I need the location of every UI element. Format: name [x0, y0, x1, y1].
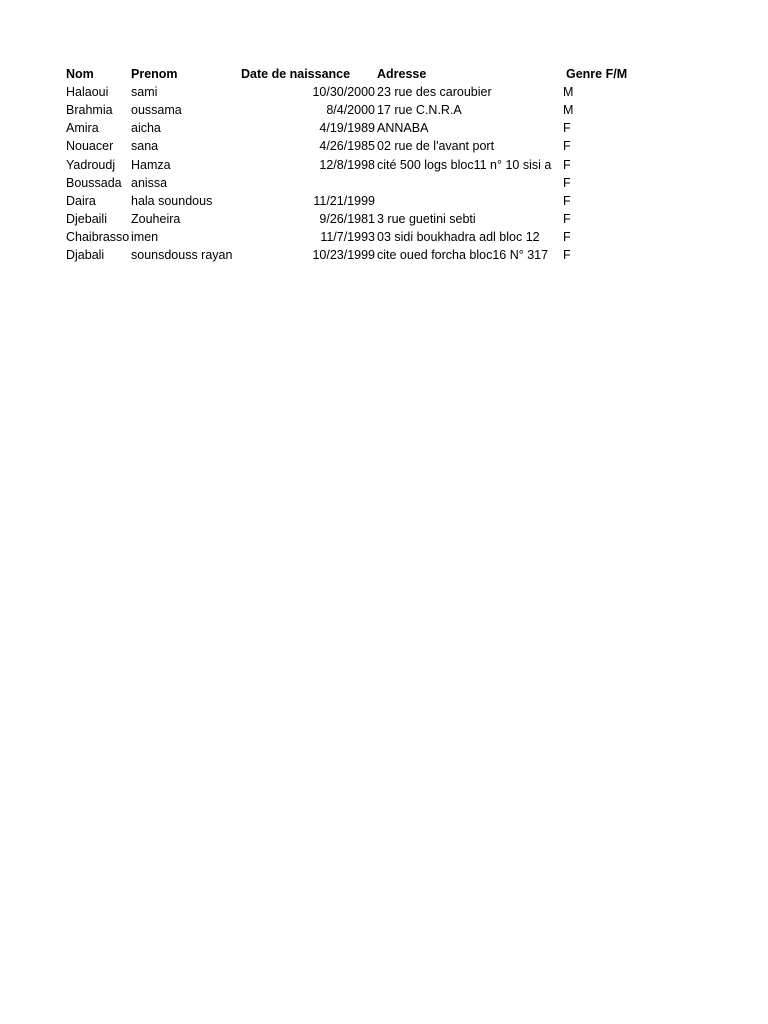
cell-prenom: imen — [131, 230, 159, 244]
cell-genre: F — [563, 248, 571, 262]
cell-nom: Amira — [66, 121, 99, 135]
cell-prenom: aicha — [131, 121, 161, 135]
header-nom: Nom — [66, 67, 94, 81]
cell-adresse — [377, 174, 562, 192]
table-row — [0, 83, 768, 101]
cell-genre: F — [563, 158, 571, 172]
cell-nom: Djebaili — [66, 212, 107, 226]
cell-prenom: Zouheira — [131, 212, 181, 226]
cell-genre: F — [563, 121, 571, 135]
cell-date: 11/7/1993 — [320, 230, 375, 244]
cell-prenom: anissa — [131, 176, 168, 190]
table-row — [0, 246, 768, 264]
cell-prenom: oussama — [131, 103, 182, 117]
cell-genre: M — [563, 85, 574, 99]
table-row — [0, 192, 768, 210]
table-row — [0, 210, 768, 228]
cell-adresse: 03 sidi boukhadra adl bloc 12 — [377, 230, 540, 244]
cell-nom: Chaibrasso — [66, 230, 130, 244]
table-row — [0, 156, 768, 174]
table-row — [0, 101, 768, 119]
cell-prenom: sami — [131, 85, 158, 99]
cell-nom: Djabali — [66, 248, 105, 262]
cell-date: 10/30/2000 — [312, 85, 375, 99]
cell-genre: F — [563, 176, 571, 190]
cell-adresse: cité 500 logs bloc11 n° 10 sisi a — [377, 158, 552, 172]
cell-prenom: sounsdouss rayan — [131, 248, 233, 262]
cell-nom: Nouacer — [66, 139, 114, 153]
cell-nom: Daira — [66, 194, 96, 208]
header-adresse: Adresse — [377, 67, 427, 81]
cell-adresse: 3 rue guetini sebti — [377, 212, 476, 226]
table-row — [0, 174, 768, 192]
cell-date: 10/23/1999 — [312, 248, 375, 262]
cell-genre: F — [563, 212, 571, 226]
cell-adresse: 23 rue des caroubier — [377, 85, 492, 99]
cell-prenom: hala soundous — [131, 194, 213, 208]
cell-date: 4/19/1989 — [319, 121, 375, 135]
cell-date: 11/21/1999 — [313, 194, 375, 208]
table-row — [0, 137, 768, 155]
header-genre: Genre F/M — [566, 67, 628, 81]
cell-nom: Yadroudj — [66, 158, 116, 172]
cell-nom: Boussada — [66, 176, 122, 190]
cell-date: 12/8/1998 — [319, 158, 375, 172]
cell-date: 8/4/2000 — [326, 103, 375, 117]
cell-adresse: 17 rue C.N.R.A — [377, 103, 462, 117]
cell-nom: Halaoui — [66, 85, 109, 99]
cell-genre: F — [563, 139, 571, 153]
cell-genre: M — [563, 103, 574, 117]
header-prenom: Prenom — [131, 67, 178, 81]
cell-adresse: cite oued forcha bloc16 N° 317 — [377, 248, 549, 262]
cell-prenom: Hamza — [131, 158, 171, 172]
cell-genre: F — [563, 230, 571, 244]
cell-genre: F — [563, 194, 571, 208]
cell-adresse — [377, 192, 562, 210]
header-row — [0, 65, 768, 83]
table-row — [0, 228, 768, 246]
cell-date: 9/26/1981 — [319, 212, 375, 226]
cell-date — [241, 174, 375, 192]
cell-adresse: ANNABA — [377, 121, 429, 135]
header-date-de-naissance: Date de naissance — [241, 67, 351, 81]
table-row — [0, 119, 768, 137]
cell-date: 4/26/1985 — [319, 139, 375, 153]
cell-adresse: 02 rue de l'avant port — [377, 139, 495, 153]
cell-nom: Brahmia — [66, 103, 113, 117]
cell-prenom: sana — [131, 139, 159, 153]
